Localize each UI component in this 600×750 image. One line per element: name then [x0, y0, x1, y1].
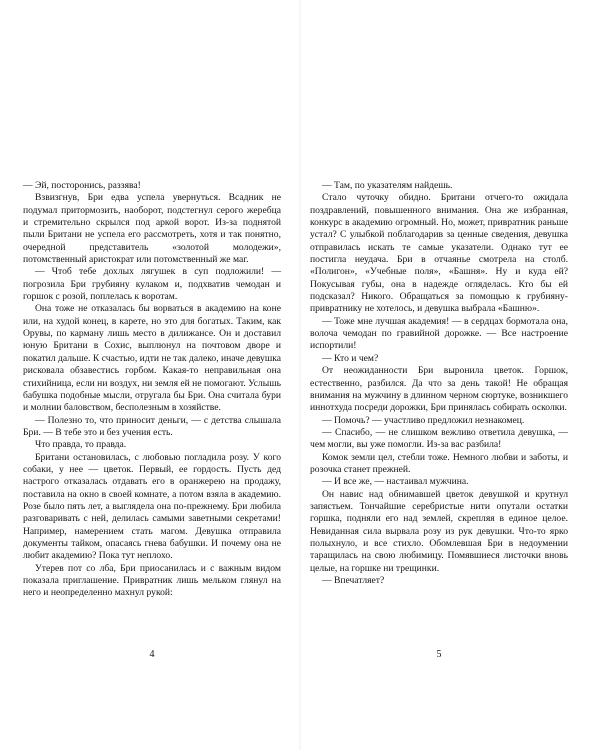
paragraph: — И все же, — настаивал мужчина.	[322, 476, 469, 488]
paragraph: — Там, по указателям найдешь.	[322, 180, 453, 191]
left-page-text	[23, 180, 281, 600]
paragraph: Она тоже не отказалась бы ворваться в академию на коне или, на худой конец, в карете, но это для богатых. Таким, как Орувы, по карману лишь место в дилижансе. Он и доставил юную Британи в Сохис, выплюнул на почтовом дворе и покатил дальше. К счастью, идти не так далеко, иначе девушка рисковала обзавестись горбом. Какая-то неправильная она стихийница, если ни воздух, ни земля ей не помогают. Услышь бабушка подобные мысли, отругала бы Бри. Она считала бури и молнии баловством, бесполезным в хозяйстве.	[23, 303, 281, 414]
paragraph: Он навис над обнимавшей цветок девушкой и крутнул запястьем. Тончайшие серебристые нити опутали остатки горшка, подняли его над землей, скрепляя в единое целое. Невиданная сила вырвала розу из рук девушки. Что-то ярко полыхнуло, и все стихло. Обомлевшая Бри в недоумении таращилась на свою любимицу. Помявшиеся листочки вновь целые, на горшке ни трещинки.	[310, 488, 568, 574]
paragraph: — Полезно то, что приносит деньги, — с детства слышала Бри. — В тебе это и без учения есть.	[23, 414, 281, 438]
paragraph: — Эй, посторонись, раззява!	[23, 180, 141, 191]
paragraph: — Спасибо, — не слишком вежливо ответила девушка, — чем могли, вы уже помогли. Из-за вас разбила!	[310, 426, 568, 451]
paragraph: Что правда, то правда.	[35, 439, 127, 451]
paragraph: Британи остановилась, с любовью погладила розу. У кого собаки, у нее — цветок. Первый, ее гордость. Пусть дед настрого отказалась отдавать его в оранжерею на продажу, поставила на окно в своей комнате, а потом взяла в академию. Розе было пять лет, а выглядела она по-прежнему. Бри любила разговаривать с ней, делилась самыми заветными секретами! Например, намерением стать магом. Девушка отправила документы тайком, опасаясь гнева бабушки. И почему она не любит академию? Пока тут неплохо.	[23, 451, 281, 562]
paragraph: — Впечатляет?	[322, 575, 385, 586]
right-page-text	[310, 180, 568, 587]
paragraph: — Кто и чем?	[322, 352, 379, 364]
book-gutter	[298, 0, 302, 750]
paragraph: Взвизгнув, Бри едва успела увернуться. Всадник не подумал притормозить, наоборот, подстегнул серого жеребца и стремительно скрылся под аркой ворот. Из-за поднятой пыли Британи не успела его рассмотреть, хотя и так понятно, очередной представитель «золотой молодежи», потомственный аристократ или потомственный же маг.	[23, 192, 281, 266]
right-page-number: 5	[436, 649, 442, 660]
paragraph: — Чтоб тебе дохлых лягушек в суп подложили! — погрозила Бри грубияну кулаком и, подхватив чемодан и горшок с розой, поплелась к воротам.	[23, 266, 281, 303]
paragraph: Комок земли цел, стебли тоже. Немного любви и заботы, и розочка станет прежней.	[310, 451, 568, 475]
paragraph: Стало чуточку обидно. Британи отчего-то ожидала поздравлений, повышенного внимания. Она же избранная, конкурс в академию огромный. Но, может, привратник раньше устал? С улыбкой поблагодарив за ценные сведения, девушка отправилась искать те самые указатели. Однако тут ее постигла неудача. Бри в отчаянье смотрела на столб. «Полигон», «Учебные поля», «Башня». Ну и куда ей? Покусывая губы, она в надежде огляделась. Кто бы ей подсказал? Никого. Обращаться за помощью к грубияну-привратнику не хотелось, и девушка выбрала «Башню».	[310, 192, 568, 315]
paragraph: — Помочь? — участливо предложил незнакомец.	[322, 414, 525, 426]
paragraph: Утерев пот со лба, Бри приосанилась и с важным видом показала приглашение. Привратник лишь мельком глянул на него и неопределенно махнул рукой:	[23, 562, 281, 599]
paragraph: — Тоже мне лучшая академия! — в сердцах бормотала она, волоча чемодан по гравийной дорожке. — Все настроение испортили!	[310, 315, 568, 352]
left-page-number: 4	[149, 649, 155, 660]
paragraph: От неожиданности Бри выронила цветок. Горшок, естественно, разбился. Да что за день такой! Не обращая внимания на мужчину в длинном черном сюртуке, возникшего иннотхуда посреди дорожки, Бри принялась собирать осколки.	[310, 365, 568, 414]
